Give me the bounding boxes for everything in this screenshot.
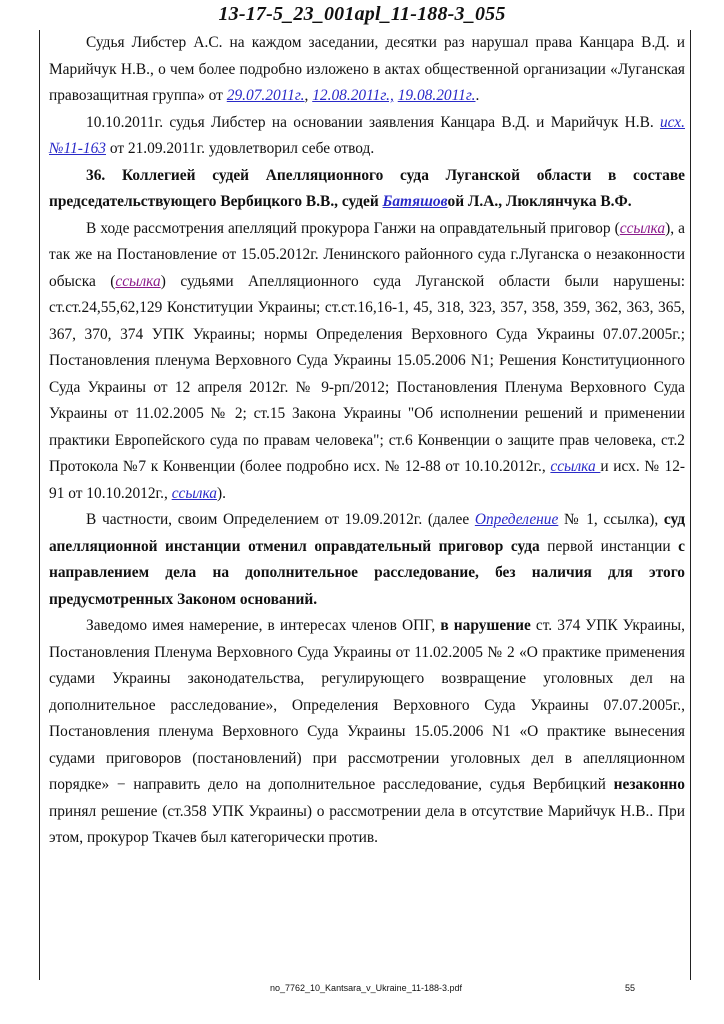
text: Заведомо имея намерение, в интересах членов ОПГ,	[86, 617, 441, 634]
link-act-29-07-2011[interactable]: 29.07.2011г.	[226, 87, 305, 104]
bold-text: в нарушение	[440, 617, 531, 634]
text: 10.10.2011г. судья Либстер на основании заявления Канцара В.Д. и Марийчук Н.В.	[86, 113, 660, 131]
document-header-title: 13-17-5_23_001apl_11-188-3_055	[218, 3, 506, 25]
text: и исх. № 12-91 от 10.10.2012г.,	[49, 458, 686, 502]
paragraph-appeal-violations	[49, 216, 685, 508]
text: ) судьями Апелляционного суда Луганской области были нарушены: ст.ст.24,55,62,129 Конституции Украины; ст.ст.16,16-1, 45, 318, 323, 357, 358, 359, 362, 363, 365, 367, 370, 374 УПК Украины; нормы Определения Верховного Суда Украины 07.07.2005г.; Постановления пленума Верховного Суда Украины 15.05.2006 N1; Решения Конституционного Суда Украины от 12 апреля 2012г. № 9-рп/2012; Постановления Пленума Верховного Суда Украины от 11.02.2005 № 2; ст.15 Закона Украины "Об исполнении решений и применении практики Европейского суда по правам человека"; ст.6 Конвенции о защите прав человека, ст.2 Протокола №7 к Конвенции (более подробно исх. № 12-88 от 10.10.2012г.,	[49, 272, 686, 475]
link-ssylka-1[interactable]: ссылка	[619, 219, 666, 237]
paragraph-verbitsky-decision	[49, 613, 685, 852]
link-batyashova[interactable]: Батяшов	[382, 193, 448, 210]
left-border-line	[39, 30, 40, 980]
paragraph-libster-recusal	[49, 110, 685, 163]
link-ssylka-4[interactable]: ссылка	[171, 484, 217, 502]
text: В частности, своим Определением от 19.09.2012г. (далее	[86, 511, 475, 528]
paragraph-libster-violations	[49, 30, 685, 110]
link-ssylka-2[interactable]: ссылка	[115, 272, 161, 290]
link-act-19-08-2011[interactable]: 19.08.2011г.	[397, 87, 476, 104]
text: В ходе рассмотрения апелляций прокурора Ганжи на оправдательный приговор (	[86, 219, 620, 237]
bold-text: с направлением дела на дополнительное расследование, без наличия для этого предусмотренных Законом оснований.	[49, 537, 685, 608]
text: Судья Либстер А.С. на каждом заседании, десятки раз нарушал права Канцара В.Д. и Марийчук Н.В., о чем более подробно изложено в актах общественной организации «Луганская правозащитная группа» от	[49, 34, 685, 104]
text: принял решение (ст.358 УПК Украины) о рассмотрении дела в отсутствие Марийчук Н.В.. При этом, прокурор Ткачев был категорически против.	[49, 802, 685, 846]
bold-text: суд апелляционной инстанции отменил оправдательный приговор суда	[49, 511, 685, 555]
text: от 21.09.2011г. удовлетворил себе отвод.	[105, 140, 375, 157]
bold-text: незаконно	[613, 776, 685, 793]
document-body	[49, 30, 685, 852]
link-act-12-08-2011[interactable]: 12.08.2011г.,	[312, 87, 394, 104]
text: .	[475, 87, 480, 104]
heading-text: ой Л.А., Люклянчука В.Ф.	[447, 193, 632, 210]
heading-text: 36. Коллегией судей Апелляционного суда Луганской области в составе председательствующего Вербицкого В.В., судей	[49, 166, 685, 210]
link-ref-11-163[interactable]: исх.№11-163	[49, 113, 685, 157]
link-opredelenie[interactable]: Определение	[474, 511, 559, 528]
right-border-line	[690, 30, 691, 980]
separator: ,	[304, 87, 313, 104]
footer-filename: no_7762_10_Kantsara_v_Ukraine_11-188-3.pdf	[270, 983, 462, 993]
paragraph-ruling-1	[49, 507, 685, 613]
text: ), а так же на Постановление от 15.05.2012г. Ленинского районного суда г.Луганска о незаконности обыска (	[49, 219, 685, 290]
link-ssylka-3[interactable]: ссылка	[550, 458, 601, 475]
page-number: 55	[625, 983, 636, 993]
text: № 1, ссылка),	[558, 511, 664, 528]
section-heading-36	[49, 163, 685, 216]
text: ).	[217, 484, 226, 502]
text: первой инстанции	[539, 537, 679, 555]
text: ст. 374 УПК Украины, Постановления Пленума Верховного Суда Украины от 11.02.2005 № 2 «О практике применения судами Украины законодательства, регулирующего возвращение уголовных дел на дополнительное расследование», Определения Верховного Суда Украины 07.07.2005г., Постановления пленума Верховного Суда Украины 15.05.2006 N1 «О практике вынесения судами приговоров (постановлений) при рассмотрении уголовных дел в апелляционном порядке» − направить дело на дополнительное расследование, судья Вербицкий	[49, 617, 685, 793]
